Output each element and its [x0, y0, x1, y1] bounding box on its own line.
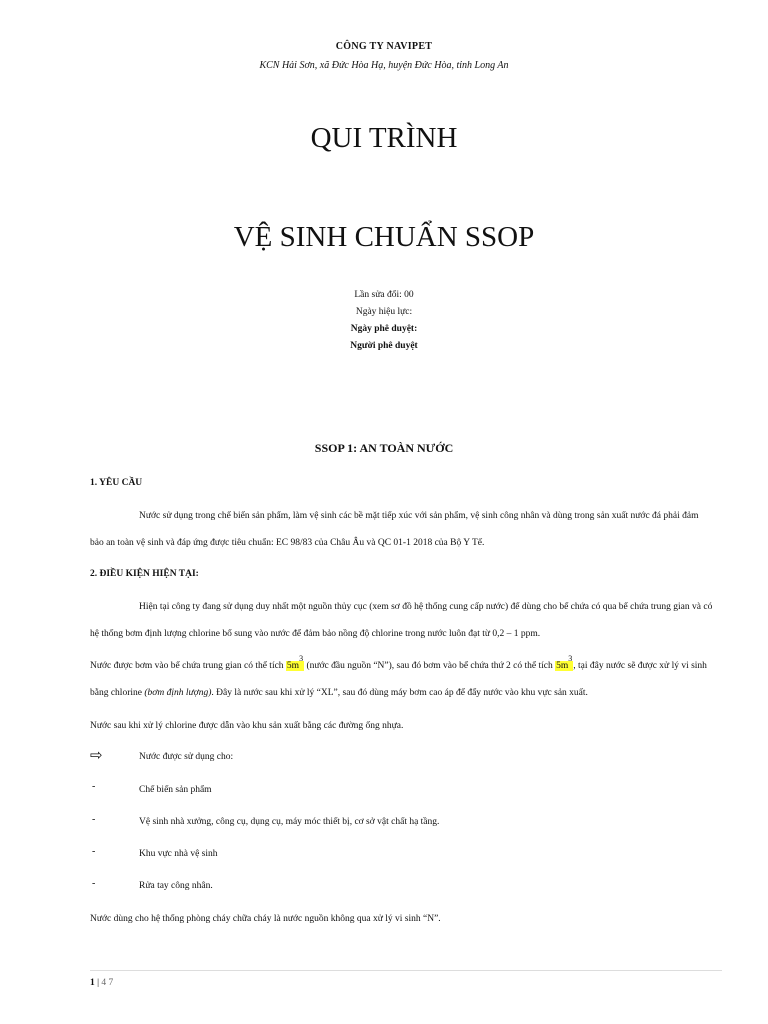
bullet-dash: -	[92, 878, 96, 889]
page-total: 4 7	[101, 978, 114, 988]
footer-divider	[90, 970, 722, 971]
bullet-dash: -	[92, 814, 96, 825]
water-uses-intro: Nước được sử dụng cho:	[139, 752, 234, 762]
list-item: Vệ sinh nhà xưởng, công cụ, dụng cụ, máy móc thiết bị, cơ sở vật chất hạ tầng.	[139, 817, 440, 827]
volume-highlight-2: $5m^3$	[556, 654, 573, 671]
company-address: KCN Hải Sơn, xã Đức Hòa Hạ, huyện Đức Hòa, tỉnh Long An	[259, 60, 509, 71]
approval-date: Ngày phê duyệt:	[350, 324, 418, 334]
section-1-heading: 1. YÊU CẦU	[90, 478, 143, 488]
section-2-paragraph-1-line-2: hệ thống bơm định lượng chlorine bổ sung vào nước để đảm bảo nồng độ chlorine trong nước luôn đạt từ 0,2 – 1 ppm.	[90, 629, 541, 639]
arrow-right-icon: ⇨	[90, 746, 103, 764]
list-item: Chế biến sản phẩm	[139, 785, 212, 795]
company-name: CÔNG TY NAVIPET	[335, 41, 433, 52]
section-2-paragraph-3: Nước sau khi xử lý chlorine được dẫn vào khu sản xuất bằng các đường ống nhựa.	[90, 721, 404, 731]
ssop-heading: SSOP 1: AN TOÀN NƯỚC	[314, 441, 454, 455]
dosing-pump-note: (bơm định lượng)	[144, 688, 212, 698]
list-item: Khu vực nhà vệ sinh	[139, 849, 218, 859]
document-title: QUI TRÌNH	[310, 122, 458, 154]
section-1-paragraph-line-1: Nước sử dụng trong chế biến sản phẩm, làm vệ sinh các bề mặt tiếp xúc với sản phẩm, vệ sinh công nhân và dùng trong sản xuất nước đá phải đảm	[139, 511, 699, 521]
page-footer: 1 | 4 7	[90, 978, 114, 988]
section-2-heading: 2. ĐIỀU KIỆN HIỆN TẠI:	[90, 569, 199, 579]
bullet-dash: -	[92, 846, 96, 857]
revision-number: Lần sửa đổi: 00	[354, 290, 414, 300]
page-number: 1	[90, 978, 95, 988]
bullet-dash: -	[92, 781, 96, 792]
section-2-paragraph-1-line-1: Hiện tại công ty đang sử dụng duy nhất một nguồn thủy cục (xem sơ đồ hệ thống cung cấp nước) để dùng cho bể chứa có qua bể chứa trung gian và có	[139, 602, 713, 612]
list-item: Rửa tay công nhân.	[139, 881, 213, 891]
section-1-paragraph-line-2: bảo an toàn vệ sinh và đáp ứng được tiêu chuẩn: EC 98/83 của Châu Âu và QC 01-1 2018 của Bộ Y Tế.	[90, 538, 485, 548]
effective-date: Ngày hiệu lực:	[355, 307, 413, 317]
section-2-paragraph-2-line-2: bằng chlorine (bơm định lượng). Đây là nước sau khi xử lý “XL”, sau đó dùng máy bơm cao áp để đẩy nước vào khu vực sản xuất.	[90, 688, 588, 698]
fire-water-note: Nước dùng cho hệ thống phòng cháy chữa cháy là nước nguồn không qua xử lý vi sinh “N”.	[90, 914, 441, 924]
section-2-paragraph-2-line-1: Nước được bơm vào bể chứa trung gian có thể tích $5m^3$ (nước đầu nguồn “N”), sau đó bơm vào bể chứa thứ 2 có thể tích $5m^3$, tại đây nước sẽ được xử lý vi sinh	[90, 654, 707, 671]
volume-highlight-1: $5m^3$	[286, 654, 304, 671]
approver: Người phê duyệt	[350, 341, 418, 351]
document-subtitle: VỆ SINH CHUẨN SSOP	[233, 221, 535, 253]
